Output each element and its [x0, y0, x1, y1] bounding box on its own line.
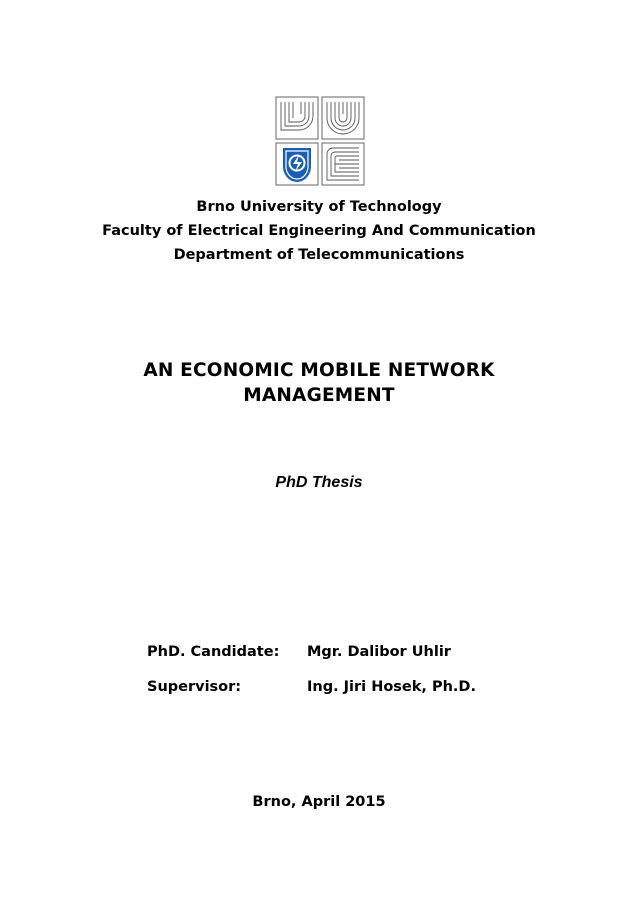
supervisor-row — [147, 677, 476, 712]
candidate-row — [147, 642, 476, 677]
department-name: Department of Telecommunications — [173, 247, 465, 263]
candidate-role-label: PhD. Candidate: — [147, 644, 280, 660]
institution-block — [0, 195, 638, 267]
university-name: Brno University of Technology — [196, 199, 442, 215]
supervisor-name: Ing. Jiri Hosek, Ph.D. — [307, 679, 476, 695]
faculty-name: Faculty of Electrical Engineering And Communication — [102, 223, 536, 239]
thesis-title — [0, 358, 638, 408]
thesis-title-line-1: AN ECONOMIC MOBILE NETWORK — [143, 360, 495, 381]
thesis-type: PhD Thesis — [275, 474, 363, 491]
thesis-title-line-2: MANAGEMENT — [243, 385, 395, 406]
place-date: Brno, April 2015 — [252, 794, 386, 810]
supervisor-role-label: Supervisor: — [147, 679, 242, 695]
candidate-name: Mgr. Dalibor Uhlir — [307, 644, 451, 660]
brno-university-logo-icon — [275, 96, 365, 186]
people-block — [147, 642, 476, 712]
